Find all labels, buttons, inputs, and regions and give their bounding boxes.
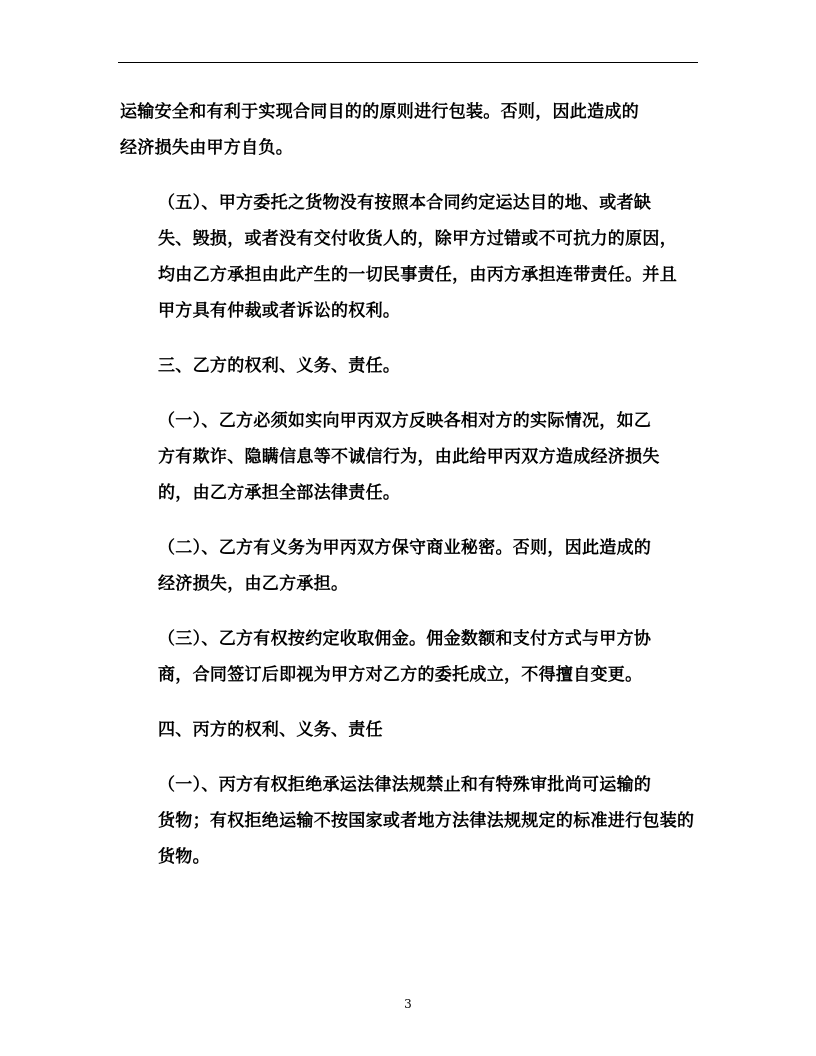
document-body bbox=[120, 94, 700, 875]
text-line: （一）、乙方必须如实向甲丙双方反映各相对方的实际情况，如乙 bbox=[158, 411, 652, 431]
paragraph-clause-1-party-c bbox=[120, 767, 700, 875]
text-line: （二）、乙方有义务为甲丙双方保守商业秘密。否则，因此造成的 bbox=[158, 538, 652, 558]
text-line: 经济损失，由乙方承担。 bbox=[158, 574, 349, 594]
text-line: 运输安全和有利于实现合同目的的原则进行包装。否则，因此造成的 bbox=[120, 102, 639, 122]
text-line: 三、乙方的权利、义务、责任。 bbox=[158, 356, 401, 376]
text-line: （三）、乙方有权按约定收取佣金。佣金数额和支付方式与甲方协 bbox=[158, 629, 652, 649]
section-heading-3 bbox=[120, 348, 700, 384]
text-line: 四、丙方的权利、义务、责任 bbox=[158, 720, 383, 740]
text-line: 甲方具有仲裁或者诉讼的权利。 bbox=[158, 301, 401, 321]
text-line: 的，由乙方承担全部法律责任。 bbox=[158, 483, 401, 503]
text-line: 均由乙方承担由此产生的一切民事责任，由丙方承担连带责任。并且 bbox=[158, 265, 677, 285]
paragraph-clause-5 bbox=[120, 185, 700, 329]
text-line: 方有欺诈、隐瞒信息等不诚信行为，由此给甲丙双方造成经济损失 bbox=[158, 447, 660, 467]
paragraph-clause-1 bbox=[120, 403, 700, 511]
page-number: 3 bbox=[404, 997, 412, 1011]
header-rule bbox=[118, 62, 698, 63]
text-line: （一）、丙方有权拒绝承运法律法规禁止和有特殊审批尚可运输的 bbox=[158, 775, 652, 795]
text-line: 商，合同签订后即视为甲方对乙方的委托成立，不得擅自变更。 bbox=[158, 665, 643, 685]
text-line: （五）、甲方委托之货物没有按照本合同约定运达目的地、或者缺 bbox=[158, 193, 652, 213]
section-heading-4 bbox=[120, 712, 700, 748]
text-line: 货物；有权拒绝运输不按国家或者地方法律法规规定的标准进行包装的 bbox=[158, 811, 695, 831]
paragraph-continuation bbox=[120, 94, 700, 166]
text-line: 货物。 bbox=[158, 847, 210, 867]
paragraph-clause-2 bbox=[120, 530, 700, 602]
paragraph-clause-3 bbox=[120, 621, 700, 693]
text-line: 经济损失由甲方自负。 bbox=[120, 138, 293, 158]
text-line: 失、毁损，或者没有交付收货人的，除甲方过错或不可抗力的原因， bbox=[158, 229, 677, 249]
